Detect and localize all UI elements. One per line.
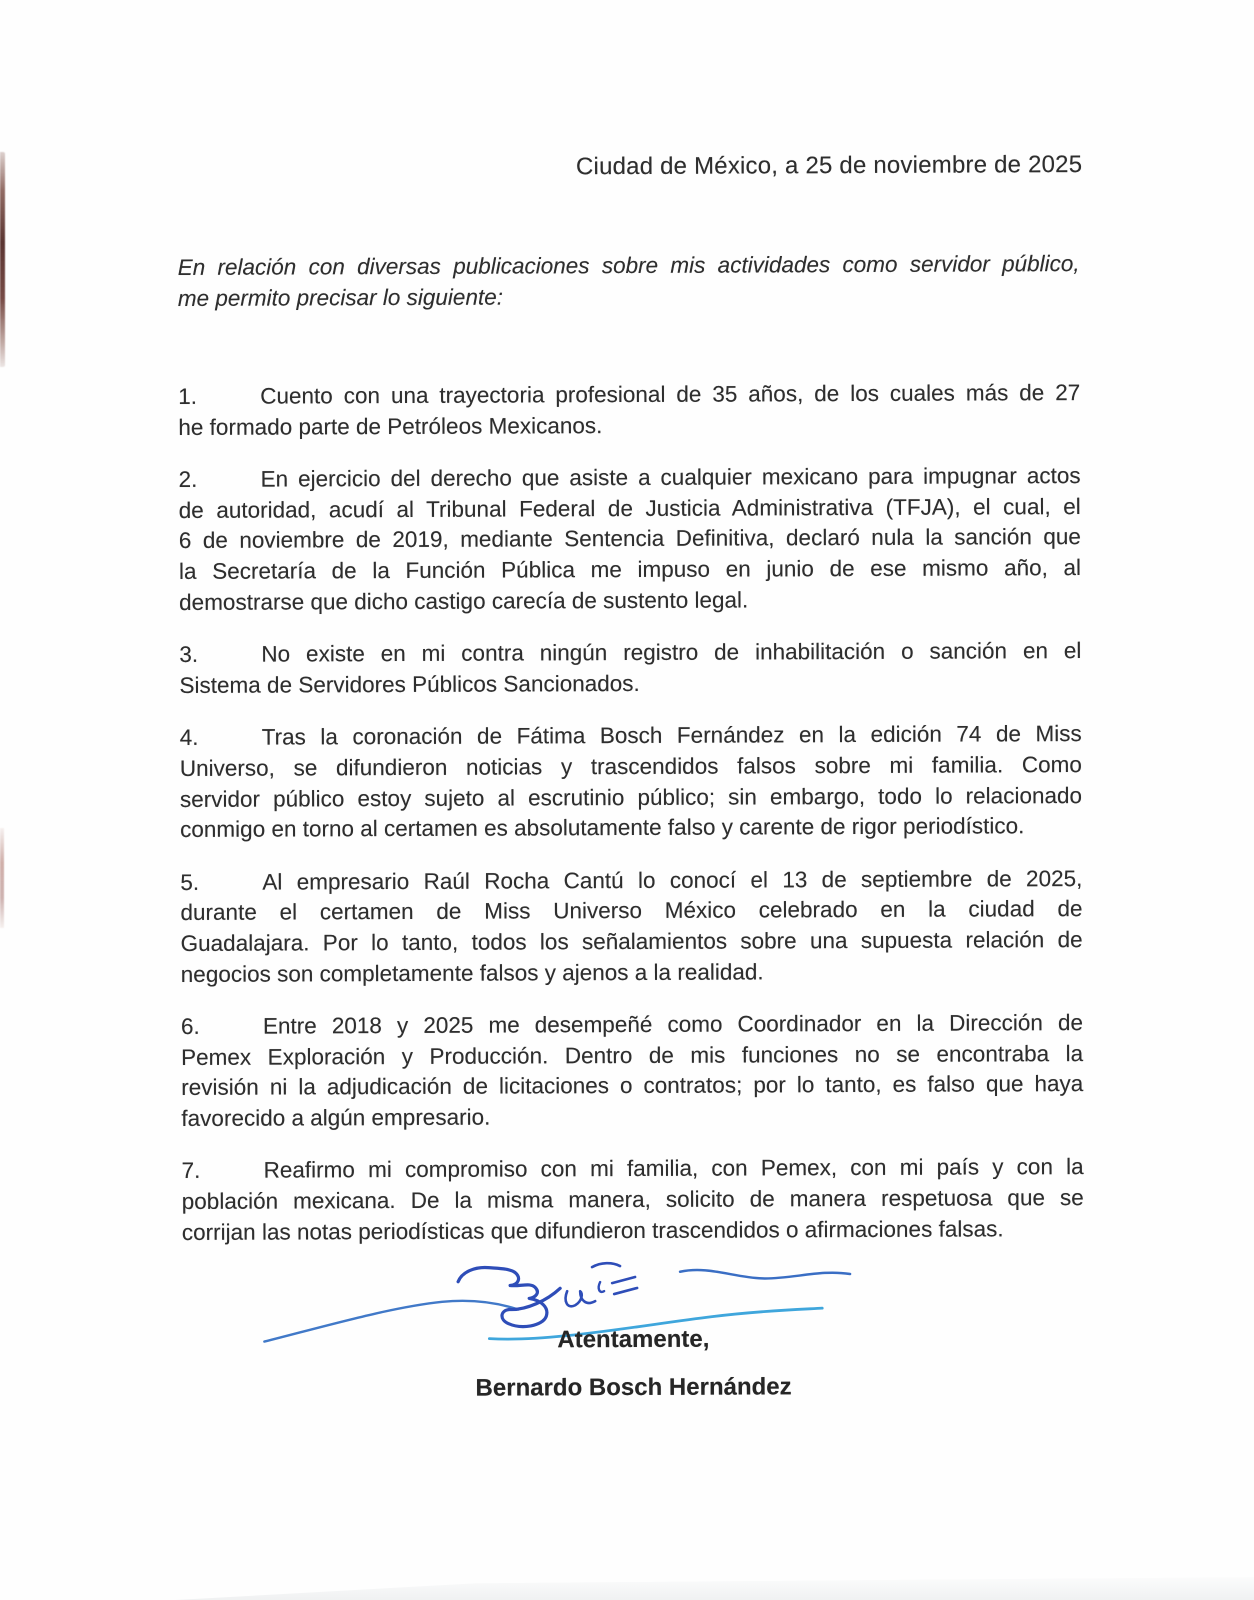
scan-artifact-left-streak [0, 152, 5, 367]
paragraph-line: Pemex Exploración y Producción. Dentro de mis funciones no se encontraba la [181, 1040, 1084, 1070]
intro-paragraph [178, 248, 1080, 314]
paragraph-number: 1. [178, 383, 198, 409]
paragraph [178, 378, 1080, 443]
paragraph-line: Al empresario Raúl Rocha Cantú lo conocí el 13 de septiembre de 2025, [262, 865, 1083, 895]
paragraph-line: Sistema de Servidores Públicos Sancionados. [179, 670, 640, 698]
paragraph [180, 864, 1083, 990]
intro-line: En relación con diversas publicaciones sobre mis actividades como servidor público, [177, 251, 1080, 280]
paragraph-line: conmigo en torno al certamen es absolutamente falso y carente de rigor periodístico. [180, 813, 1025, 843]
paragraph-line: Entre 2018 y 2025 me desempeñé como Coordinador en la Dirección de [262, 1010, 1084, 1039]
paragraph-line: Universo, se difundieron noticias y trascendidos falsos sobre mi familia. Como [179, 751, 1082, 781]
paragraph [181, 1008, 1084, 1134]
signature-stroke-u [566, 1291, 596, 1306]
paragraph-number: 2. [178, 467, 198, 493]
signature-stroke-dash-2 [614, 1288, 637, 1294]
paragraph [182, 1152, 1084, 1248]
paragraph-line: durante el certamen de Miss Universo México celebrado en la ciudad de [180, 896, 1083, 926]
signatory-name: Bernardo Bosch Hernández [475, 1373, 792, 1402]
signature-stroke-scrawl [458, 1267, 560, 1327]
paragraph-line: favorecido a algún empresario. [181, 1104, 491, 1131]
paragraph-list [178, 378, 1084, 1270]
signature-stroke-hook [599, 1282, 604, 1292]
closing-salutation: Atentamente, [557, 1325, 710, 1354]
paragraph [179, 461, 1082, 618]
signature-stroke-dash-1 [612, 1277, 635, 1283]
paragraph-line: revisión ni la adjudicación de licitaciones o contratos; por lo tanto, es falso que haya [181, 1071, 1084, 1101]
paragraph-line: demostrarse que dicho castigo carecía de sustento legal. [179, 587, 749, 615]
paragraph-number: 5. [180, 869, 200, 895]
paragraph-line: No existe en mi contra ningún registro de inhabilitación o sanción en el [261, 638, 1082, 667]
paragraph-line: he formado parte de Petróleos Mexicanos. [178, 412, 603, 440]
paragraph-line: corrijan las notas periodísticas que difundieron trascendidos o afirmaciones falsas. [181, 1216, 1004, 1245]
paragraph-line: población mexicana. De la misma manera, solicito de manera respetuosa que se [181, 1185, 1084, 1215]
signature-stroke-right-wave [680, 1269, 850, 1278]
paragraph-number: 4. [179, 725, 199, 751]
paragraph-line: negocios son completamente falsos y ajenos a la realidad. [180, 958, 764, 987]
date-line: Ciudad de México, a 25 de noviembre de 2025 [575, 151, 1083, 181]
paragraph-number: 7. [181, 1158, 201, 1184]
signature-stroke-overbar [592, 1263, 620, 1267]
paragraph-line: servidor público estoy sujeto al escrutinio público; sin embargo, todo lo relacionado [179, 782, 1083, 812]
intro-line: me permito precisar lo siguiente: [177, 284, 503, 311]
scan-artifact-left-streak-2 [0, 828, 4, 928]
paragraph-line: Cuento con una trayectoria profesional de 35 años, de los cuales más de 27 [260, 380, 1081, 409]
paragraph-line: de autoridad, acudí al Tribunal Federal de Justicia Administrativa (TFJA), el cual, el [178, 493, 1081, 523]
paragraph [180, 719, 1083, 845]
paragraph [179, 636, 1081, 701]
paragraph-line: Reafirmo mi compromiso con mi familia, con Pemex, con mi país y con la [263, 1154, 1084, 1184]
paragraph-line: En ejercicio del derecho que asiste a cualquier mexicano para impugnar actos [260, 463, 1081, 492]
paragraph-number: 6. [180, 1013, 200, 1040]
paragraph-line: Guadalajara. Por lo tanto, todos los señalamientos sobre una supuesta relación de [180, 926, 1083, 956]
paragraph-number: 3. [179, 642, 199, 668]
paragraph-line: la Secretaría de la Función Pública me impuso en junio de ese mismo año, al [178, 554, 1082, 584]
paragraph-line: 6 de noviembre de 2019, mediante Sentencia Definitiva, declaró nula la sanción que [178, 524, 1081, 554]
paragraph-line: Tras la coronación de Fátima Bosch Fernández en la edición 74 de Miss [261, 721, 1082, 750]
